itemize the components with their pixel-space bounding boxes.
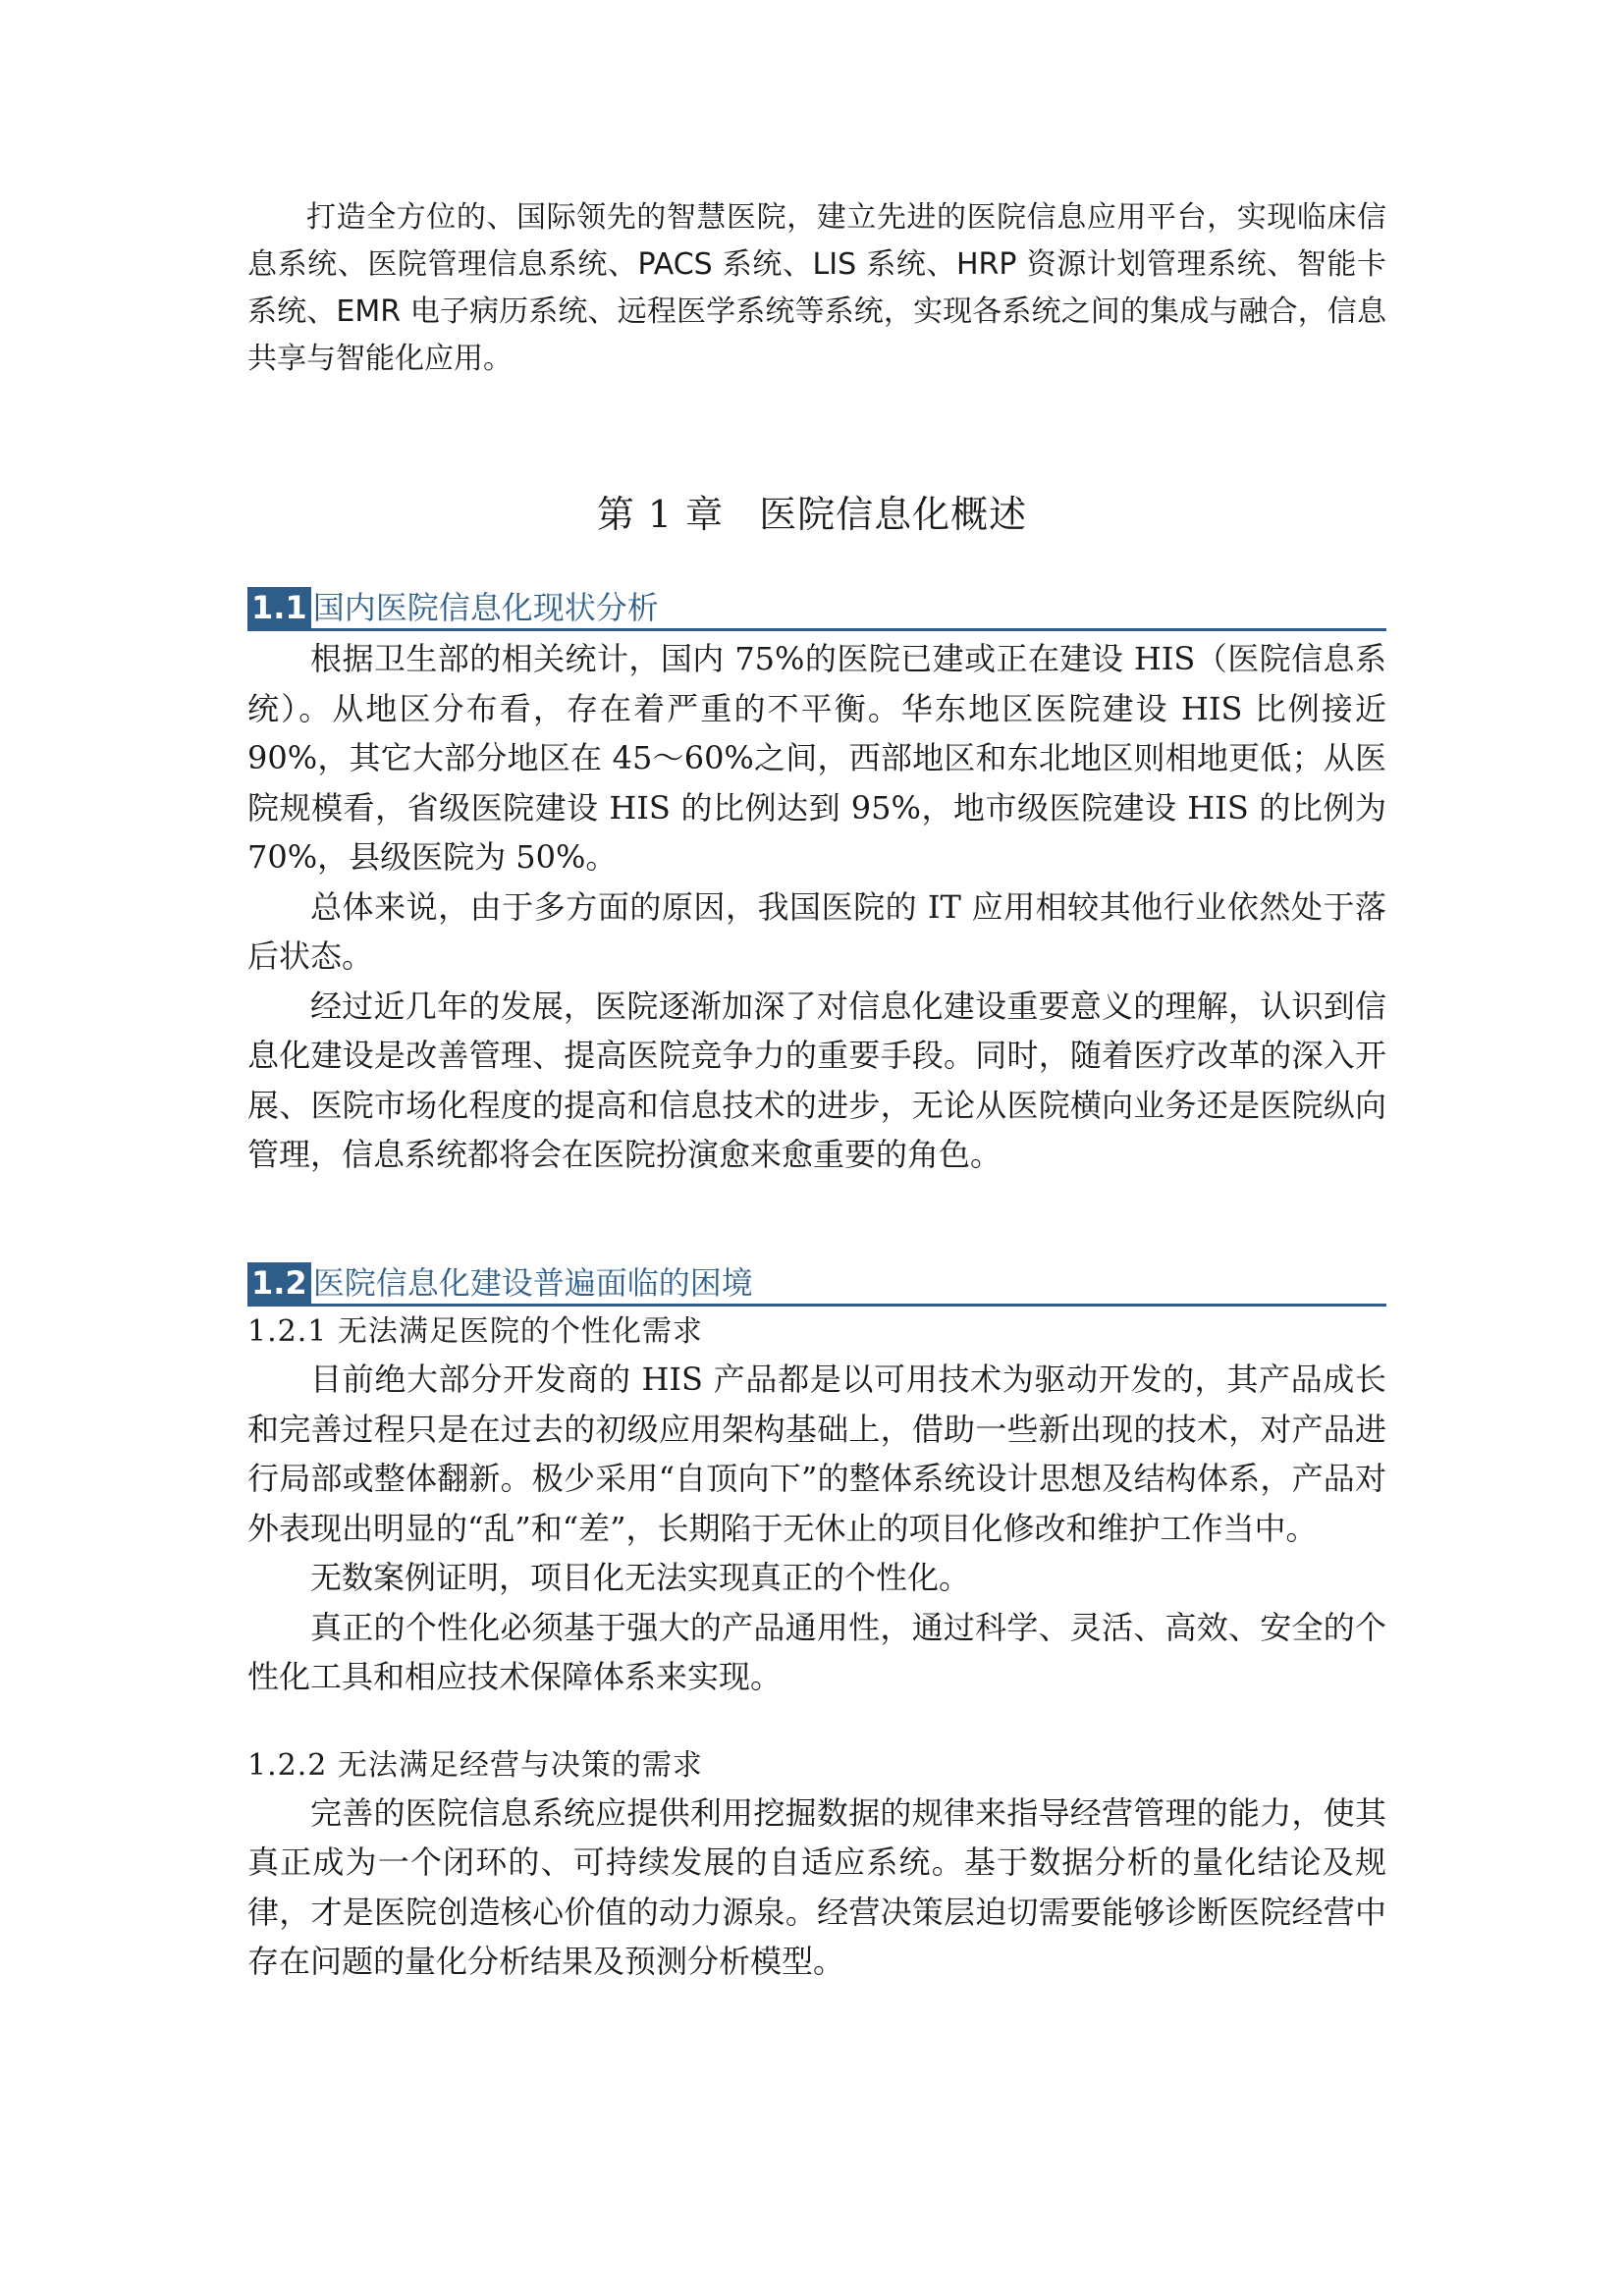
- section-title: 国内医院信息化现状分析: [312, 589, 659, 626]
- chapter-title: 医院信息化概述: [759, 493, 1028, 536]
- paragraph: 完善的医院信息系统应提供利用挖掘数据的规律来指导经营管理的能力，使其真正成为一个闭环的、可持续发展的自适应系统。基于数据分析的量化结论及规律，才是医院创造核心价值的动力源泉。经营决策层迫切需要能够诊断医院经营中存在问题的量化分析结果及预测分析模型。: [247, 1793, 1386, 1980]
- section-1-2-body: [247, 1309, 1386, 1987]
- section-number-badge: 1.2: [247, 1262, 311, 1304]
- paragraph: 无数案例证明，项目化无法实现真正的个性化。: [310, 1559, 971, 1596]
- intro-paragraph: 打造全方位的、国际领先的智慧医院，建立先进的医院信息应用平台，实现临床信息系统、医院管理信息系统、PACS 系统、LIS 系统、HRP 资源计划管理系统、智能卡系统、EMR 电子病历系统、远程医学系统等系统，实现各系统之间的集成与融合，信息共享与智能化应用。: [247, 200, 1386, 376]
- spacer: [247, 1702, 1386, 1743]
- paragraph: 目前绝大部分开发商的 HIS 产品都是以可用技术为驱动开发的，其产品成长和完善过程只是在过去的初级应用架构基础上，借助一些新出现的技术，对产品进行局部或整体翻新。极少采用“自顶向下”的整体系统设计思想及结构体系，产品对外表现出明显的“乱”和“差”，长期陷于无休止的项目化修改和维护工作当中。: [247, 1361, 1386, 1547]
- paragraph: 根据卫生部的相关统计，国内 75%的医院已建或正在建设 HIS（医院信息系统）。从地区分布看，存在着严重的不平衡。华东地区医院建设 HIS 比例接近 90%，其它大部分地区在 45～60%之间，西部地区和东北地区则相地更低；从医院规模看，省级医院建设 HIS 的比例达到 95%，地市级医院建设 HIS 的比例为 70%，县级医院为 50%。: [247, 640, 1386, 876]
- section-heading-1-1: [247, 587, 1386, 631]
- chapter-number: 第 1 章: [596, 493, 725, 536]
- intro-section: [247, 194, 1386, 383]
- paragraph: 经过近几年的发展，医院逐渐加深了对信息化建设重要意义的理解，认识到信息化建设是改善管理、提高医院竞争力的重要手段。同时，随着医疗改革的深入开展、医院市场化程度的提高和信息技术的进步，无论从医院横向业务还是医院纵向管理，信息系统都将会在医院扮演愈来愈重要的角色。: [247, 987, 1386, 1173]
- section-title: 医院信息化建设普遍面临的困境: [312, 1264, 753, 1302]
- paragraph: 总体来说，由于多方面的原因，我国医院的 IT 应用相较其他行业依然处于落后状态。: [247, 887, 1386, 975]
- subsection-heading-1-2-2: 1.2.2 无法满足经营与决策的需求: [247, 1747, 703, 1783]
- subsection-heading-1-2-1: 1.2.1 无法满足医院的个性化需求: [247, 1314, 703, 1349]
- section-1-1-body: [247, 634, 1386, 1180]
- chapter-heading: [0, 487, 1624, 542]
- paragraph: 真正的个性化必须基于强大的产品通用性，通过科学、灵活、高效、安全的个性化工具和相应技术保障体系来实现。: [247, 1608, 1386, 1695]
- section-heading-1-2: [247, 1262, 1386, 1307]
- section-number-badge: 1.1: [247, 587, 311, 628]
